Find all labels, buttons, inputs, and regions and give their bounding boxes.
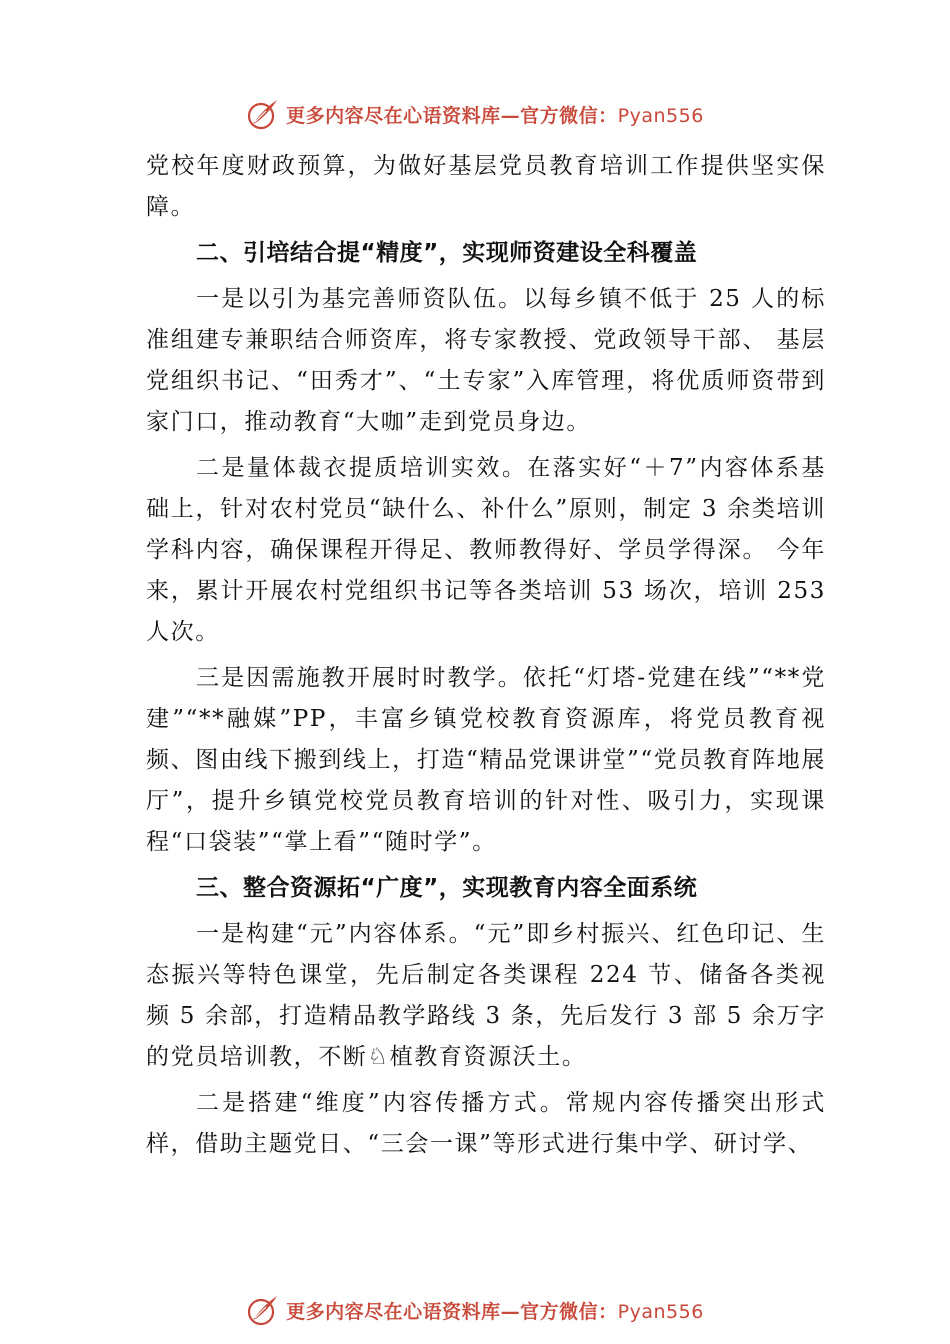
quill-logo-icon — [246, 97, 280, 131]
watermark-header — [0, 94, 950, 134]
watermark-label: 更多内容尽在心语资料库—官方微信： — [286, 104, 618, 127]
watermark-label: 更多内容尽在心语资料库—官方微信： — [286, 1300, 618, 1323]
paragraph-training: 二是量体裁衣提质培训实效。在落实好“＋7”内容体系基础上，针对农村党员“缺什么、补什么”原则，制定 3 余类培训学科内容，确保课程开得足、教师教得好、学员学得深。 今年来，累计开展农村党组织书记等各类培训 53 场次，培训 253 人次。 — [146, 455, 826, 645]
document-body — [146, 146, 826, 1165]
paragraph-faculty: 一是以引为基完善师资队伍。以每乡镇不低于 25 人的标准组建专兼职结合师资库，将专家教授、党政领导干部、 基层党组织书记、“田秀才”、“土专家”入库管理，将优质师资带到家门口，推动教育“大咖”走到党员身边。 — [146, 286, 826, 435]
watermark-wechat-id: Pyan556 — [617, 1300, 704, 1323]
paragraph-continued: 党校年度财政预算，为做好基层党员教育培训工作提供坚实保障。 — [146, 153, 826, 220]
watermark-footer — [0, 1290, 950, 1330]
paragraph-online-teaching: 三是因需施教开展时时教学。依托“灯塔-党建在线”“**党建”“**融媒”PP，丰富乡镇党校教育资源库，将党员教育视频、图由线下搬到线上，打造“精品党课讲堂”“党员教育阵地展厅”，提升乡镇党校党员教育培训的针对性、吸引力，实现课程“口袋装”“掌上看”“随时学”。 — [146, 665, 826, 855]
paragraph-content-system: 一是构建“元”内容体系。“元”即乡村振兴、红色印记、生态振兴等特色课堂，先后制定各类课程 224 节、储备各类视频 5 余部，打造精品教学路线 3 条，先后发行 3 部 5 余万字的党员培训教，不断♘植教育资源沃土。 — [146, 921, 826, 1070]
quill-logo-icon — [246, 1293, 280, 1327]
watermark-text — [286, 101, 704, 128]
watermark-wechat-id: Pyan556 — [617, 104, 704, 127]
paragraph-dissemination: 二是搭建“维度”内容传播方式。常规内容传播突出形式样，借助主题党日、“三会一课”等形式进行集中学、研讨学、 — [146, 1090, 826, 1157]
section-heading-3: 三、整合资源拓“广度”，实现教育内容全面系统 — [196, 875, 698, 901]
section-heading-2: 二、引培结合提“精度”，实现师资建设全科覆盖 — [196, 240, 698, 266]
watermark-text — [286, 1297, 704, 1324]
